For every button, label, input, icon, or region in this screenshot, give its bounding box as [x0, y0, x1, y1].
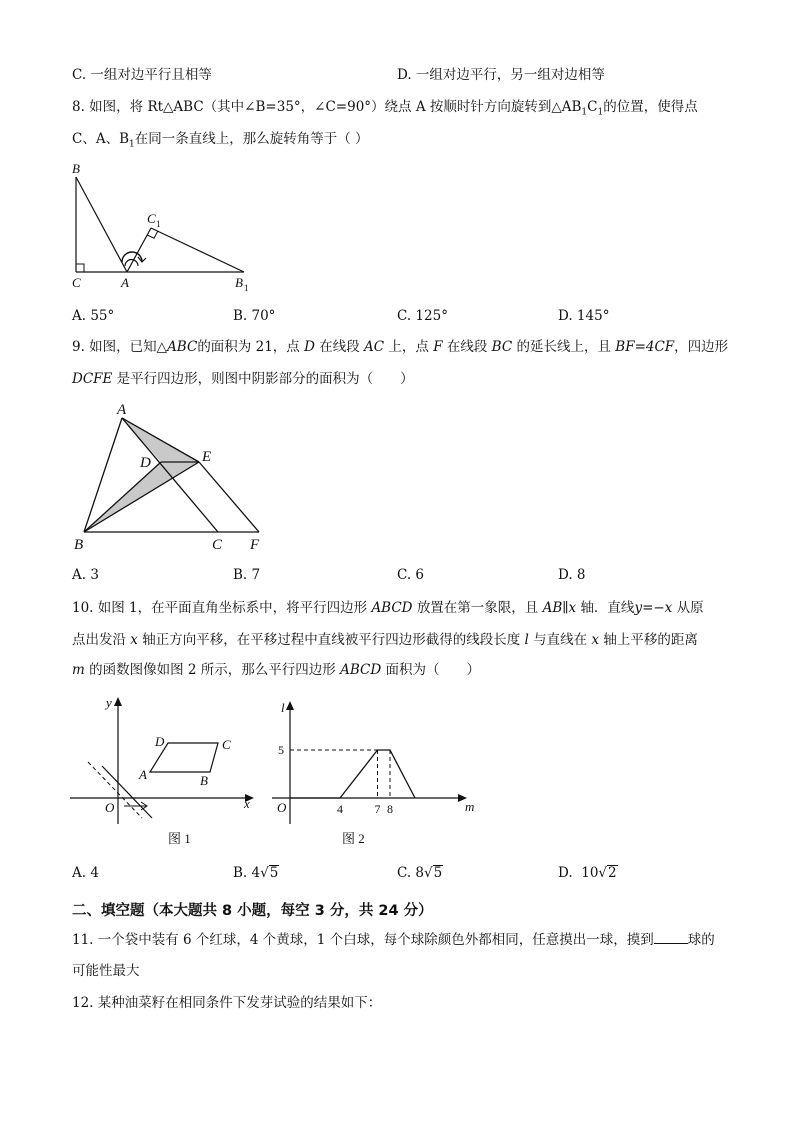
q10-text: x: [591, 632, 600, 648]
q9-label-a: A: [117, 402, 127, 418]
q10-fig2-y-arrow-icon: [286, 701, 294, 710]
q9-text: 9. 如图，已知△: [72, 339, 168, 355]
q10-text: 面积为（ ）: [385, 662, 480, 678]
q9-label-f: F: [250, 537, 260, 553]
q11-text: 11. 一个袋中装有 6 个红球，4 个黄球，1 个白球，每个球除颜色外都相同，任意摸出一球，摸到: [72, 932, 654, 948]
q10-fig1-label-d: D: [155, 734, 165, 749]
q10-option-c-radicand: 5: [433, 865, 443, 881]
q10-option-d-radicand: 2: [608, 865, 617, 881]
q10-option-a: A. 4: [72, 865, 99, 881]
q9-text: ABC: [167, 339, 198, 355]
q9-text: 在线段: [446, 339, 488, 355]
q10-text: 轴上平移的距离: [603, 632, 698, 648]
q10-text: 从原: [676, 600, 704, 616]
q9-text: ，四边形: [674, 339, 729, 355]
q10-fig1-label-c: C: [222, 737, 231, 752]
q10-fig2-tick-7: 7: [374, 802, 381, 816]
q10-text: 点出发沿: [72, 632, 126, 648]
q8-label-a: A: [121, 275, 129, 290]
q10-fig1-caption: 图 1: [168, 831, 191, 846]
q10-option-b-radicand: 5: [269, 865, 279, 881]
q10-option-d: [558, 864, 618, 882]
q11-answer-blank[interactable]: [654, 931, 688, 944]
q8-stem-text-a: 8. 如图，将 Rt△ABC（其中∠B=35°，∠C=90°）绕点 A 按顺时针方向旋转到△AB: [72, 99, 582, 115]
q10-fig2-label-o: O: [277, 800, 287, 815]
q10-text: ABCD: [371, 600, 413, 616]
q9-label-e: E: [202, 449, 212, 465]
q10-option-c: [397, 864, 443, 882]
q11-text: 球的: [687, 932, 715, 948]
q8-label-c1-sub: 1: [156, 219, 161, 229]
q8-sub: 1: [581, 107, 588, 118]
q8-label-b1-sub: 1: [244, 283, 249, 293]
q10-fig2-tick-4: 4: [337, 802, 343, 816]
q10-fig2-label-m: m: [465, 799, 475, 814]
q8-option-d: D. 145°: [558, 308, 610, 324]
q9-text: 的面积为 21，点: [197, 339, 300, 355]
q10-fig1-label-y: y: [106, 695, 112, 710]
q8-label-b1: B: [235, 275, 243, 290]
q10-option-b-prefix: B. 4: [233, 865, 261, 881]
q7-option-d: D. 一组对边平行，另一组对边相等: [397, 67, 605, 83]
q9-text: 的延长线上，且: [516, 339, 611, 355]
q8-sub: 1: [597, 107, 604, 118]
q9-option-d: D. 8: [558, 567, 586, 583]
q7-option-c: C. 一组对边平行且相等: [72, 67, 212, 83]
q10-text: ABCD: [340, 662, 382, 678]
q10-fig1-label-a: A: [139, 767, 147, 782]
q9-label-b: B: [74, 537, 84, 553]
q10-text: x: [130, 632, 138, 648]
q9-option-c: C. 6: [397, 567, 425, 583]
q10-text: AB∥x: [542, 600, 577, 616]
q8-option-a: A. 55°: [72, 308, 115, 324]
q8-label-c1: C: [147, 211, 156, 226]
q10-option-d-prefix: D.: [558, 865, 573, 881]
q8-stem-text-c: 的位置，使得点: [603, 99, 698, 115]
q10-text: l: [524, 632, 529, 648]
q8-sub: 1: [129, 139, 135, 150]
q10-fig2-tick-8: 8: [387, 802, 393, 816]
q10-text: 与直线在: [533, 632, 588, 648]
sqrt-icon: √: [424, 865, 433, 881]
q9-text: BF=4CF: [615, 339, 675, 355]
q10-fig2-tick-5: 5: [278, 743, 284, 757]
q8-stem-text-e: 在同一条直线上，那么旋转角等于（ ）: [134, 131, 369, 147]
q10-text: 放置在第一象限，且: [416, 600, 539, 616]
q11-stem-line1: [72, 931, 715, 949]
q9-text: F: [433, 339, 443, 355]
q8-stem-text-b: C: [587, 99, 598, 115]
q9-option-a: A. 3: [72, 567, 99, 583]
q10-text: 的函数图像如图 2 所示，那么平行四边形: [89, 662, 336, 678]
q9-label-d: D: [140, 455, 151, 471]
q10-fig2-caption: 图 2: [342, 831, 365, 846]
q8-stem-text-d: C、A、B: [72, 131, 129, 147]
q10-text: 轴．直线: [580, 600, 635, 616]
q9-text: AC: [364, 339, 385, 355]
q10-text: m: [72, 662, 85, 678]
q10-text: 10. 如图 1，在平面直角坐标系中，将平行四边形: [72, 600, 368, 616]
q8-label-b: B: [72, 161, 80, 176]
q8-option-b: B. 70°: [233, 308, 276, 324]
q8-label-c: C: [72, 275, 81, 290]
q9-text: 在线段: [319, 339, 360, 355]
q12-stem-line1: 12. 某种油菜籽在相同条件下发芽试验的结果如下：: [72, 995, 382, 1011]
q9-text: 是平行四边形，则图中阴影部分的面积为（ ）: [116, 371, 414, 387]
q9-text: 上，点: [388, 339, 429, 355]
q10-fig2-label-l: l: [281, 700, 285, 715]
q9-option-b: B. 7: [233, 567, 261, 583]
sqrt-icon: √: [598, 865, 608, 881]
q9-text: DCFE: [72, 371, 113, 387]
q10-text: 轴正方向平移，在平移过程中直线被平行四边形截得的线段长度: [142, 632, 521, 648]
q10-option-b: [233, 864, 279, 882]
q10-fig1-label-b: B: [200, 773, 208, 788]
q10-fig2-graph-line: [290, 750, 415, 798]
q10-option-d-coef: 10: [581, 865, 599, 881]
q9-text: D: [304, 339, 315, 355]
q10-option-c-prefix: C. 8: [397, 865, 425, 881]
q8-option-c: C. 125°: [397, 308, 448, 324]
q11-stem-line2: 可能性最大: [72, 963, 140, 979]
section-2-title: 二、填空题（本大题共 8 小题，每空 3 分，共 24 分）: [72, 903, 433, 919]
q9-text: BC: [491, 339, 513, 355]
q10-fig1-label-o: O: [105, 800, 115, 815]
q10-text: y=−x: [634, 600, 673, 616]
q10-fig1-label-x: x: [244, 796, 250, 811]
sqrt-icon: √: [260, 865, 269, 881]
q9-label-c: C: [212, 537, 223, 553]
